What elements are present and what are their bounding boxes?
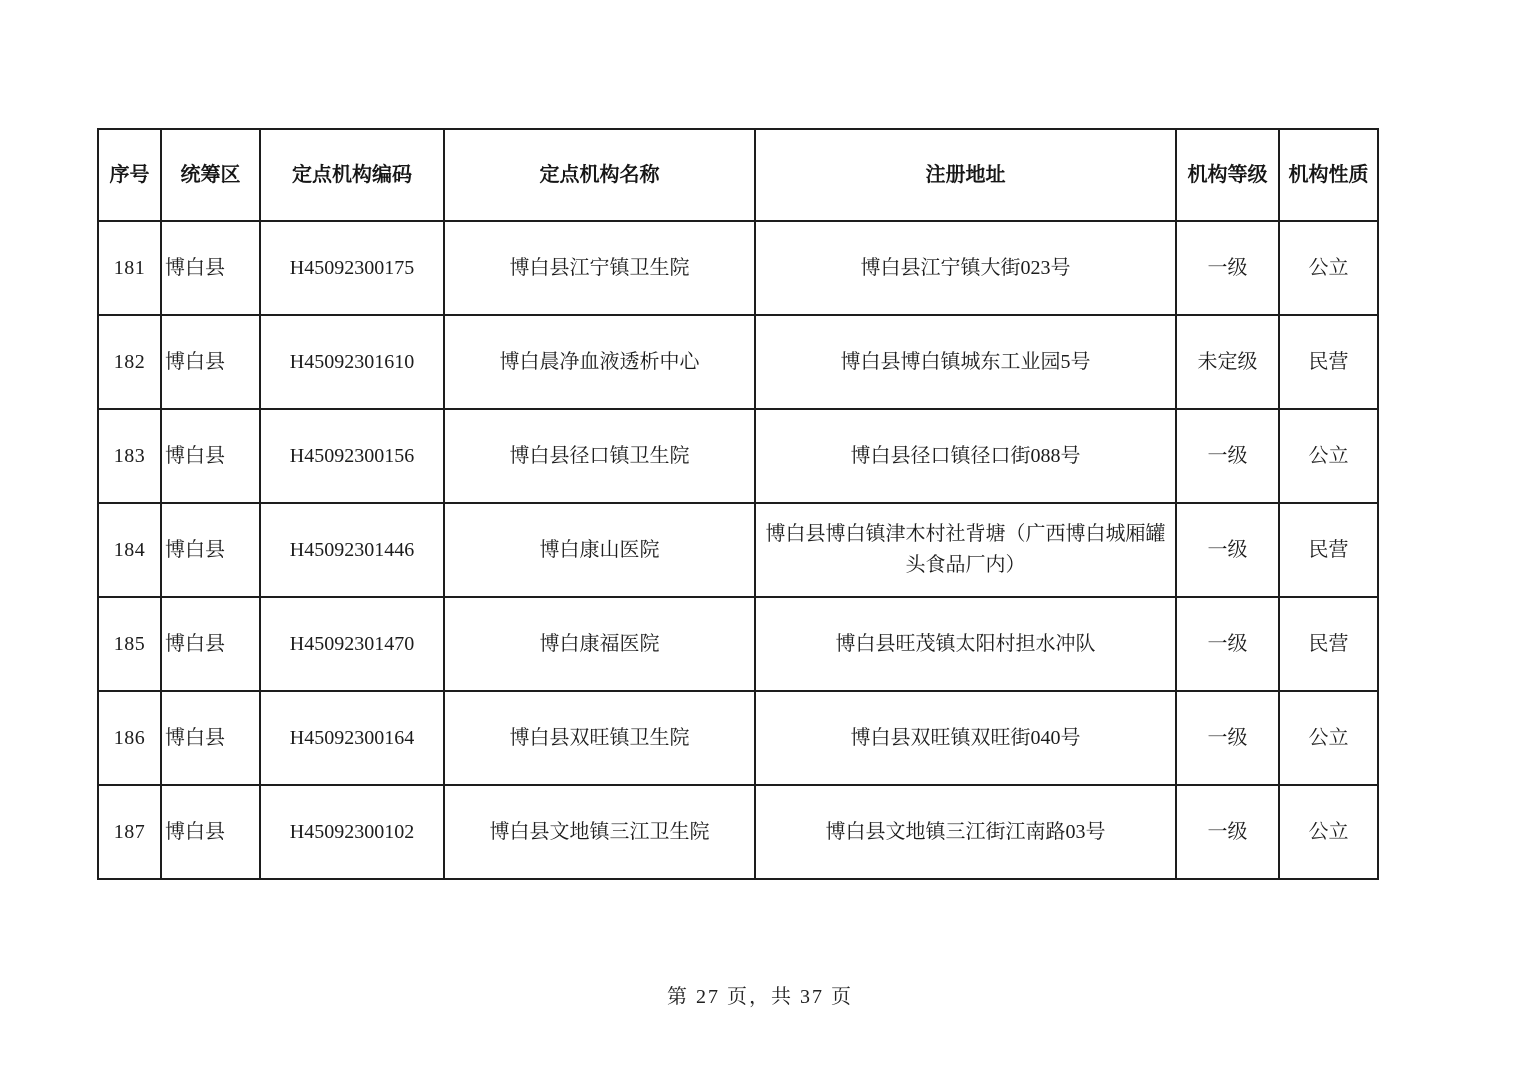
cell-district: 博白县 bbox=[161, 785, 260, 879]
cell-address: 博白县江宁镇大街023号 bbox=[755, 221, 1176, 315]
header-row bbox=[98, 129, 1378, 221]
cell-name: 博白县双旺镇卫生院 bbox=[444, 691, 755, 785]
col-header-level: 机构等级 bbox=[1176, 129, 1279, 221]
cell-code: H45092301446 bbox=[260, 503, 444, 597]
table-row bbox=[98, 691, 1378, 785]
cell-address: 博白县博白镇城东工业园5号 bbox=[755, 315, 1176, 409]
cell-code: H45092301470 bbox=[260, 597, 444, 691]
cell-type: 公立 bbox=[1279, 409, 1378, 503]
cell-index: 185 bbox=[98, 597, 161, 691]
cell-code: H45092300175 bbox=[260, 221, 444, 315]
col-header-type: 机构性质 bbox=[1279, 129, 1378, 221]
page-number: 第 27 页，共 37 页 bbox=[667, 986, 853, 1008]
cell-type: 公立 bbox=[1279, 221, 1378, 315]
table-row bbox=[98, 409, 1378, 503]
col-header-name: 定点机构名称 bbox=[444, 129, 755, 221]
col-header-district: 统筹区 bbox=[161, 129, 260, 221]
cell-level: 一级 bbox=[1176, 503, 1279, 597]
cell-district: 博白县 bbox=[161, 597, 260, 691]
institutions-table bbox=[97, 128, 1379, 880]
cell-index: 181 bbox=[98, 221, 161, 315]
cell-name: 博白县径口镇卫生院 bbox=[444, 409, 755, 503]
cell-level: 一级 bbox=[1176, 691, 1279, 785]
col-header-address: 注册地址 bbox=[755, 129, 1176, 221]
cell-address: 博白县旺茂镇太阳村担水冲队 bbox=[755, 597, 1176, 691]
table-row bbox=[98, 221, 1378, 315]
cell-district: 博白县 bbox=[161, 691, 260, 785]
cell-name: 博白县江宁镇卫生院 bbox=[444, 221, 755, 315]
cell-level: 未定级 bbox=[1176, 315, 1279, 409]
cell-name: 博白县文地镇三江卫生院 bbox=[444, 785, 755, 879]
cell-district: 博白县 bbox=[161, 503, 260, 597]
cell-district: 博白县 bbox=[161, 221, 260, 315]
cell-level: 一级 bbox=[1176, 597, 1279, 691]
cell-name: 博白晨净血液透析中心 bbox=[444, 315, 755, 409]
cell-address: 博白县径口镇径口街088号 bbox=[755, 409, 1176, 503]
cell-code: H45092301610 bbox=[260, 315, 444, 409]
cell-name: 博白康福医院 bbox=[444, 597, 755, 691]
cell-index: 183 bbox=[98, 409, 161, 503]
table-row bbox=[98, 597, 1378, 691]
cell-code: H45092300164 bbox=[260, 691, 444, 785]
col-header-code: 定点机构编码 bbox=[260, 129, 444, 221]
cell-code: H45092300156 bbox=[260, 409, 444, 503]
cell-name: 博白康山医院 bbox=[444, 503, 755, 597]
cell-index: 184 bbox=[98, 503, 161, 597]
cell-type: 民营 bbox=[1279, 597, 1378, 691]
cell-type: 民营 bbox=[1279, 315, 1378, 409]
cell-type: 公立 bbox=[1279, 691, 1378, 785]
cell-type: 公立 bbox=[1279, 785, 1378, 879]
cell-level: 一级 bbox=[1176, 221, 1279, 315]
cell-index: 186 bbox=[98, 691, 161, 785]
cell-address: 博白县文地镇三江街江南路03号 bbox=[755, 785, 1176, 879]
cell-district: 博白县 bbox=[161, 409, 260, 503]
table-row bbox=[98, 503, 1378, 597]
cell-level: 一级 bbox=[1176, 785, 1279, 879]
cell-type: 民营 bbox=[1279, 503, 1378, 597]
cell-address: 博白县双旺镇双旺街040号 bbox=[755, 691, 1176, 785]
cell-index: 182 bbox=[98, 315, 161, 409]
col-header-index: 序号 bbox=[98, 129, 161, 221]
cell-index: 187 bbox=[98, 785, 161, 879]
cell-code: H45092300102 bbox=[260, 785, 444, 879]
cell-district: 博白县 bbox=[161, 315, 260, 409]
cell-level: 一级 bbox=[1176, 409, 1279, 503]
table-row bbox=[98, 785, 1378, 879]
table-row bbox=[98, 315, 1378, 409]
cell-address: 博白县博白镇津木村社背塘（广西博白城厢罐头食品厂内） bbox=[755, 503, 1176, 597]
